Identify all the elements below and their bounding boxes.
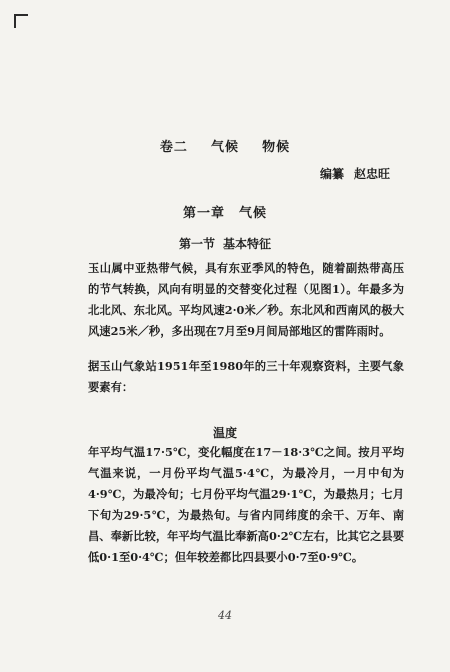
volume-number: 二: [173, 140, 188, 155]
chapter-number: 第一章: [182, 206, 225, 221]
compiler-name: 赵忠旺: [353, 167, 390, 181]
chapter-title: [0, 202, 450, 221]
paragraph-climate-overview: 玉山属中亚热带气候，具有东亚季风的特色，随着副热带高压的节气转换，风向有明显的交替变化过程（见图1）。年最多为北北风、东北风。平均风速2·0米／秒。东北风和西南风的极大风速25米／秒，多出现在7月至9月间局部地区的雷阵雨时。: [88, 261, 404, 338]
volume-subject-phenology: 物候: [262, 140, 291, 155]
scan-corner-mark: [14, 14, 28, 28]
compiler-line: [320, 165, 390, 182]
volume-title: [0, 136, 450, 155]
section-name: 基本特征: [223, 237, 272, 251]
volume-prefix: 卷: [159, 140, 174, 155]
paragraph-data-source: 据玉山气象站1951年至1980年的三十年观察资料，主要气象要素有：: [88, 359, 404, 394]
page-number: 44: [218, 609, 232, 622]
compiler-label: 编纂: [319, 167, 344, 181]
volume-subject-climate: 气候: [211, 140, 240, 155]
chapter-name: 气候: [239, 206, 268, 221]
section-title: [0, 235, 450, 252]
subsection-title-temperature: 温度: [212, 426, 237, 440]
section-number: 第一节: [178, 237, 215, 251]
paragraph-temperature: 年平均气温17·5℃，变化幅度在17－18·3℃之间。按月平均气温来说，一月份平均气温5·4℃，为最冷月，一月中旬为4·9℃，为最冷旬；七月份平均气温29·1℃，为最热月；七月下旬为29·5℃，为最热旬。与省内同纬度的余干、万年、南昌、奉新比较，年平均气温比奉新高0·2℃左右，比其它之县要低0·1至0·4℃；但年较差都比四县要小0·7至0·9℃。: [88, 445, 404, 564]
